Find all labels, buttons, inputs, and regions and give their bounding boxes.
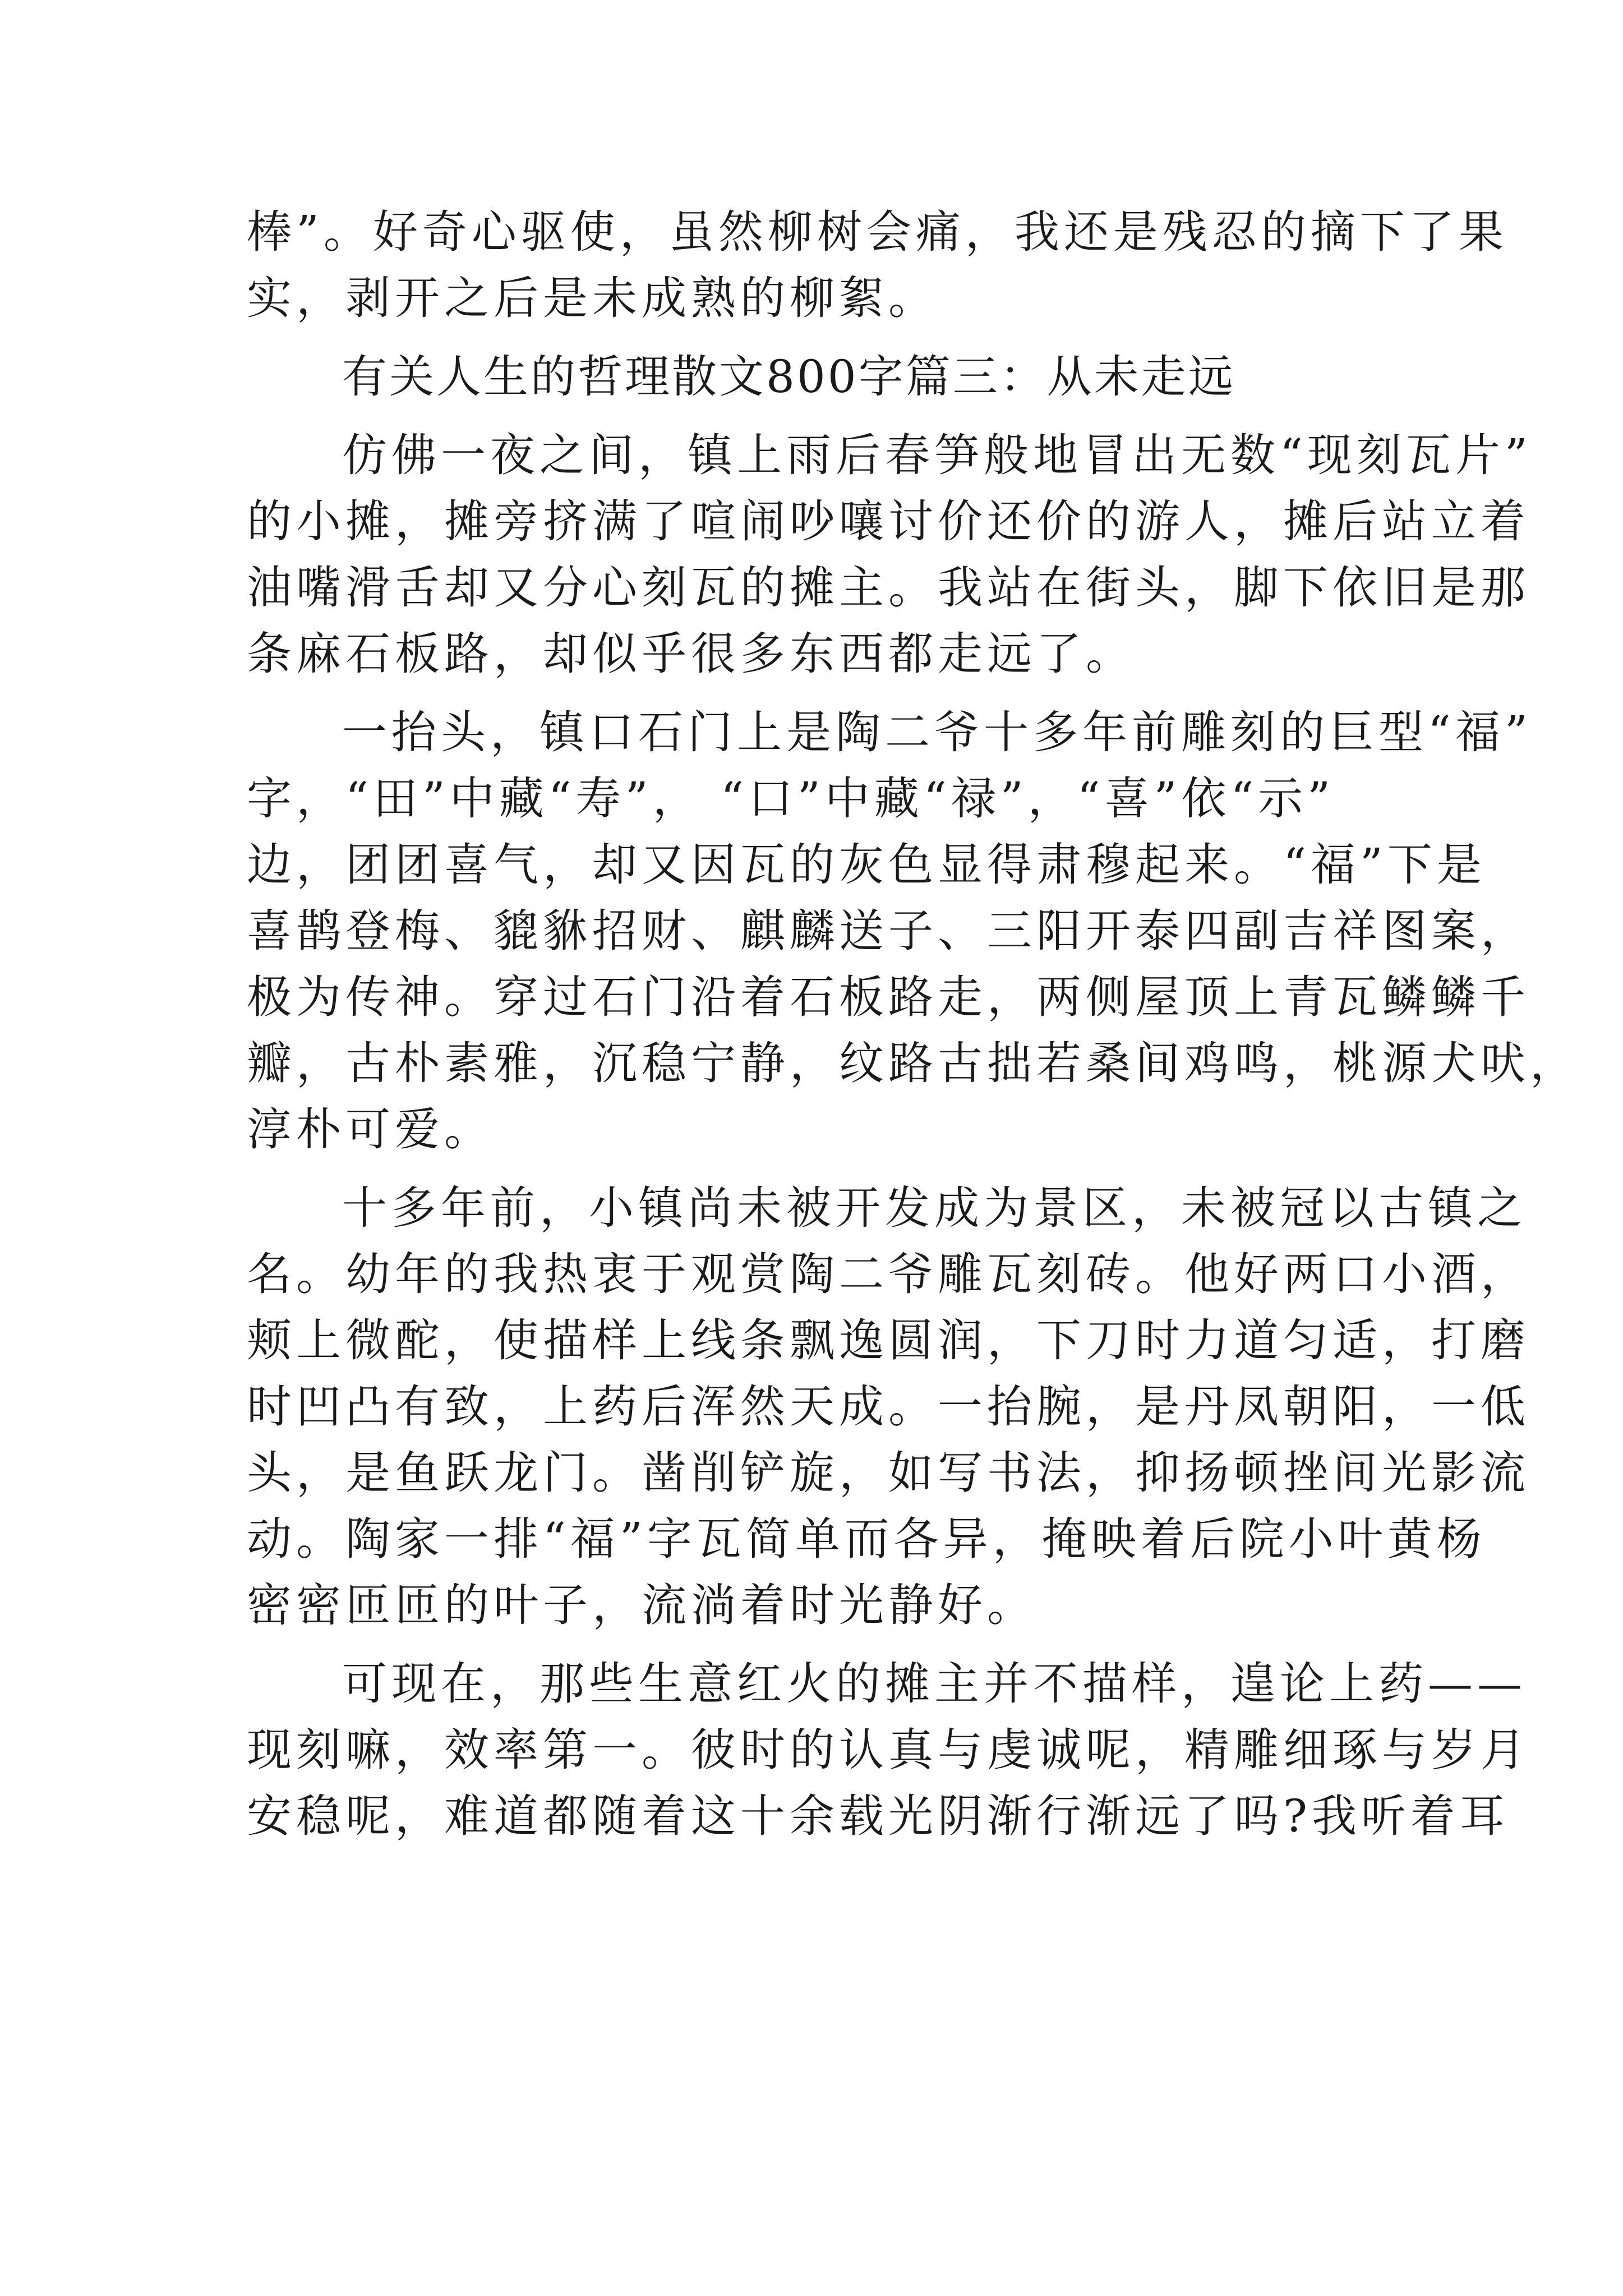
text-line: 边，团团喜气，却又因瓦的灰色显得肃穆起来。“福”下是: [247, 839, 1486, 891]
paragraph-gap: [247, 687, 1380, 700]
text-line: 一抬头，镇口石门上是陶二爷十多年前雕刻的巨型“福”: [342, 706, 1532, 758]
text-line: 动。陶家一排“福”字瓦简单而各异，掩映着后院小叶黄杨: [247, 1513, 1486, 1565]
text-line: 字，“田”中藏“寿”， “口”中藏“禄”，“喜”依“示”: [247, 772, 1335, 825]
text-line: 仿佛一夜之间，镇上雨后春笋般地冒出无数“现刻瓦片”: [342, 429, 1532, 481]
text-line: 棒”。好奇心驱使，虽然柳树会痛，我还是残忍的摘下了果: [247, 206, 1508, 258]
text-line: 的小摊，摊旁挤满了喧闹吵嚷讨价还价的游人，摊后站立着: [247, 495, 1530, 547]
text-line: 极为传神。穿过石门沿着石板路走，两侧屋顶上青瓦鳞鳞千: [247, 971, 1530, 1023]
paragraph-gap: [247, 410, 1380, 422]
text-line: 颊上微酡，使描样上线条飘逸圆润，下刀时力道匀适，打磨: [247, 1314, 1530, 1366]
text-line: 名。幼年的我热衷于观赏陶二爷雕瓦刻砖。他好两口小酒，: [247, 1248, 1530, 1300]
text-line: 安稳呢，难道都随着这十余载光阴渐行渐远了吗?我听着耳: [247, 1790, 1509, 1842]
paragraph-gap: [247, 1639, 1380, 1651]
text-line: 油嘴滑舌却又分心刻瓦的摊主。我站在街头，脚下依旧是那: [247, 562, 1530, 614]
text-line: 可现在，那些生意红火的摊主并不描样，遑论上药——: [342, 1658, 1527, 1710]
text-line: 时凹凸有致，上药后浑然天成。一抬腕，是丹凤朝阳，一低: [247, 1381, 1530, 1433]
paragraph-gap: [247, 1163, 1380, 1175]
text-line: 喜鹊登梅、貔貅招财、麒麟送子、三阳开泰四副吉祥图案，: [247, 905, 1530, 957]
text-line: 实，剥开之后是未成熟的柳絮。: [247, 272, 938, 324]
text-line: 瓣，古朴素雅，沉稳宁静，纹路古拙若桑间鸡鸣，桃源犬吠，: [247, 1037, 1579, 1089]
paragraph-gap: [247, 332, 1380, 344]
text-line: 条麻石板路，却似乎很多东西都走远了。: [247, 628, 1135, 680]
text-line: 淳朴可爱。: [247, 1103, 494, 1156]
text-line: 十多年前，小镇尚未被开发成为景区，未被冠以古镇之: [342, 1182, 1527, 1234]
text-line: 头，是鱼跃龙门。凿削铲旋，如写书法，抑扬顿挫间光影流: [247, 1447, 1530, 1499]
text-line: 密密匝匝的叶子，流淌着时光静好。: [247, 1579, 1036, 1631]
article-body: [247, 199, 1579, 1849]
section-heading: 有关人生的哲理散文800字篇三：从未走远: [342, 351, 1235, 403]
text-line: 现刻嘛，效率第一。彼时的认真与虔诚呢，精雕细琢与岁月: [247, 1724, 1530, 1776]
